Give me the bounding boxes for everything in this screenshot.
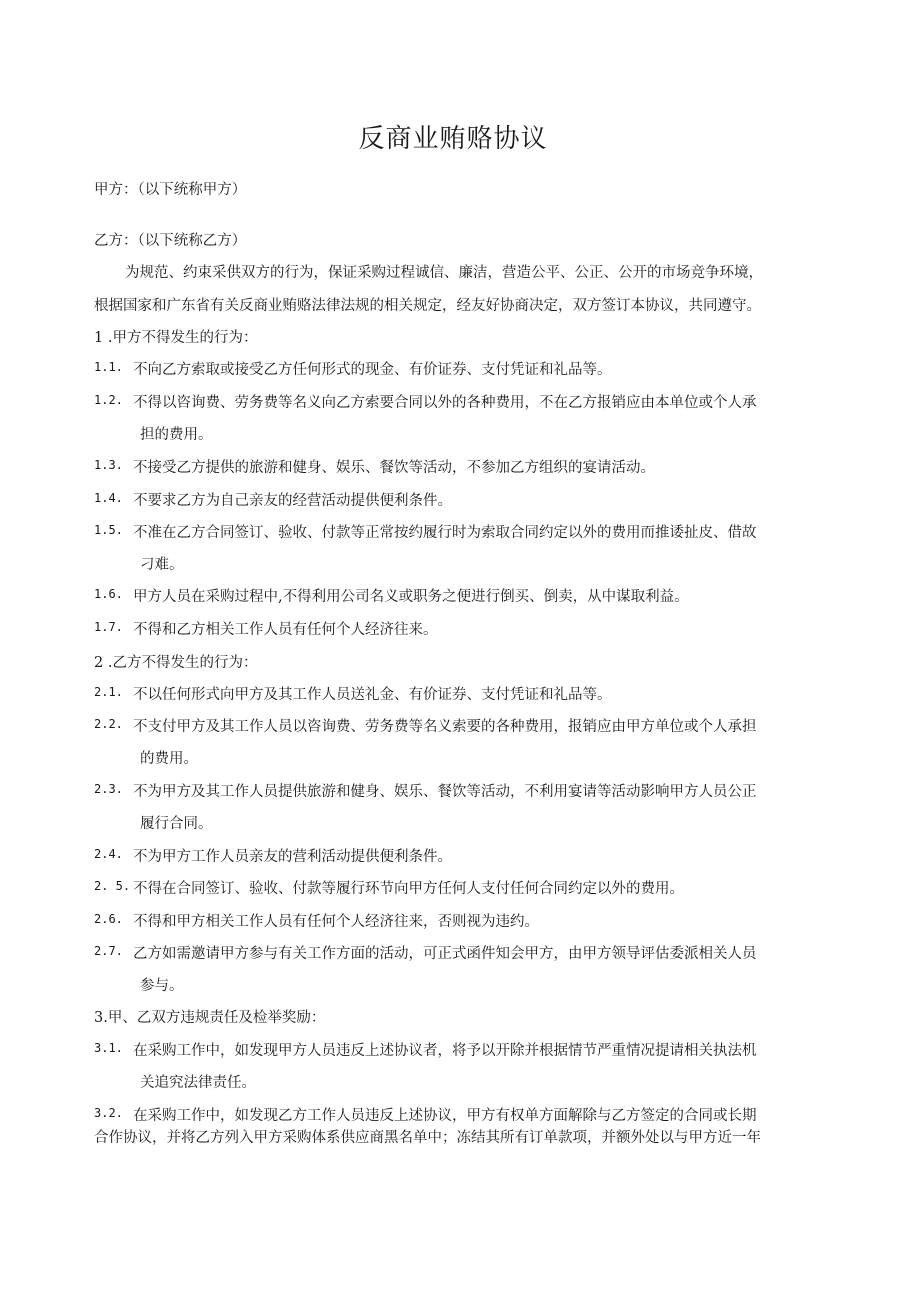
clause-text-continued: 参与。 <box>140 978 184 994</box>
clause-text: 不准在乙方合同签订、验收、付款等正常按约履行时为索取合同约定以外的费用而推诿扯皮、借故 <box>133 525 757 541</box>
clause-text: 在采购工作中，如发现甲方人员违反上述协议者，将予以开除并根据情节严重情况提请相关执法机 <box>133 1043 757 1059</box>
clause-text-continued: 担的费用。 <box>140 427 213 443</box>
clause-number: 2.4. <box>94 847 123 861</box>
clause-text: 不向乙方索取或接受乙方任何形式的现金、有价证券、支付凭证和礼品等。 <box>133 362 612 378</box>
document-title: 反商业贿赂协议 <box>358 124 548 154</box>
section-3-heading: 3.甲、乙双方违规责任及检举奖励： <box>94 1010 326 1026</box>
clause-number: 2. 5. <box>94 879 131 893</box>
clause-number: 2.6. <box>94 912 123 926</box>
clause-number: 1.2. <box>94 393 123 407</box>
clause-number: 1.5. <box>94 523 123 537</box>
clause-number: 3.1. <box>94 1041 123 1055</box>
party-a-line: 甲方：（以下统称甲方） <box>94 182 247 198</box>
clause-text: 不得在合同签订、验收、付款等履行环节向甲方任何人支付任何合同约定以外的费用。 <box>133 881 684 897</box>
clause-text: 乙方如需邀请甲方参与有关工作方面的活动，可正式函件知会甲方，由甲方领导评估委派相关人员 <box>133 946 757 962</box>
clause-text-continued: 的费用。 <box>140 751 198 767</box>
clause-text: 不得和甲方相关工作人员有任何个人经济往来，否则视为违约。 <box>133 914 539 930</box>
clause-text: 不以任何形式向甲方及其工作人员送礼金、有价证券、支付凭证和礼品等。 <box>133 687 612 703</box>
clause-text: 不为甲方及其工作人员提供旅游和健身、娱乐、餐饮等活动，不利用宴请等活动影响甲方人员公正 <box>133 784 757 800</box>
section-1-heading: 1 .甲方不得发生的行为： <box>94 330 258 346</box>
clause-number: 1.4. <box>94 491 123 505</box>
clause-number: 3.2. <box>94 1106 123 1120</box>
clause-number: 2.1. <box>94 685 123 699</box>
clause-text: 不得以咨询费、劳务费等名义向乙方索要合同以外的各种费用，不在乙方报销应由本单位或个人承 <box>133 395 757 411</box>
clause-text: 不支付甲方及其工作人员以咨询费、劳务费等名义索要的各种费用，报销应由甲方单位或个人承担 <box>133 719 757 735</box>
clause-text-continued: 刁难。 <box>140 557 184 573</box>
clause-number: 1.1. <box>94 360 123 374</box>
intro-line-1: 为规范、约束采供双方的行为，保证采购过程诚信、廉洁，营造公平、公正、公开的市场竞争环境， <box>125 265 763 281</box>
clause-text: 不接受乙方提供的旅游和健身、娱乐、餐饮等活动，不参加乙方组织的宴请活动。 <box>133 460 655 476</box>
clause-number: 1.6. <box>94 587 123 601</box>
clause-number: 1.3. <box>94 458 123 472</box>
clause-text: 不得和乙方相关工作人员有任何个人经济往来。 <box>133 622 438 638</box>
clause-text: 甲方人员在采购过程中,不得利用公司名义或职务之便进行倒买、倒卖，从中谋取利益。 <box>133 589 689 605</box>
clause-number: 2.7. <box>94 944 123 958</box>
clause-text-continued: 履行合同。 <box>140 816 213 832</box>
party-b-line: 乙方：（以下统称乙方） <box>94 233 247 249</box>
clause-number: 1.7. <box>94 620 123 634</box>
clause-text: 在采购工作中，如发现乙方工作人员违反上述协议，甲方有权单方面解除与乙方签定的合同或长期 <box>133 1108 757 1124</box>
section-2-heading: 2 .乙方不得发生的行为： <box>94 655 258 671</box>
intro-line-2: 根据国家和广东省有关反商业贿赂法律法规的相关规定，经友好协商决定，双方签订本协议，共同遵守。 <box>94 298 761 314</box>
clause-text: 不为甲方工作人员亲友的营利活动提供便利条件。 <box>133 849 452 865</box>
clause-text-continued: 合作协议，并将乙方列入甲方采购体系供应商黑名单中；冻结其所有订单款项，并额外处以与甲方近一年 <box>94 1130 761 1146</box>
clause-text-continued: 关追究法律责任。 <box>140 1075 256 1091</box>
clause-text: 不要求乙方为自己亲友的经营活动提供便利条件。 <box>133 493 452 509</box>
clause-number: 2.2. <box>94 717 123 731</box>
clause-number: 2.3. <box>94 782 123 796</box>
